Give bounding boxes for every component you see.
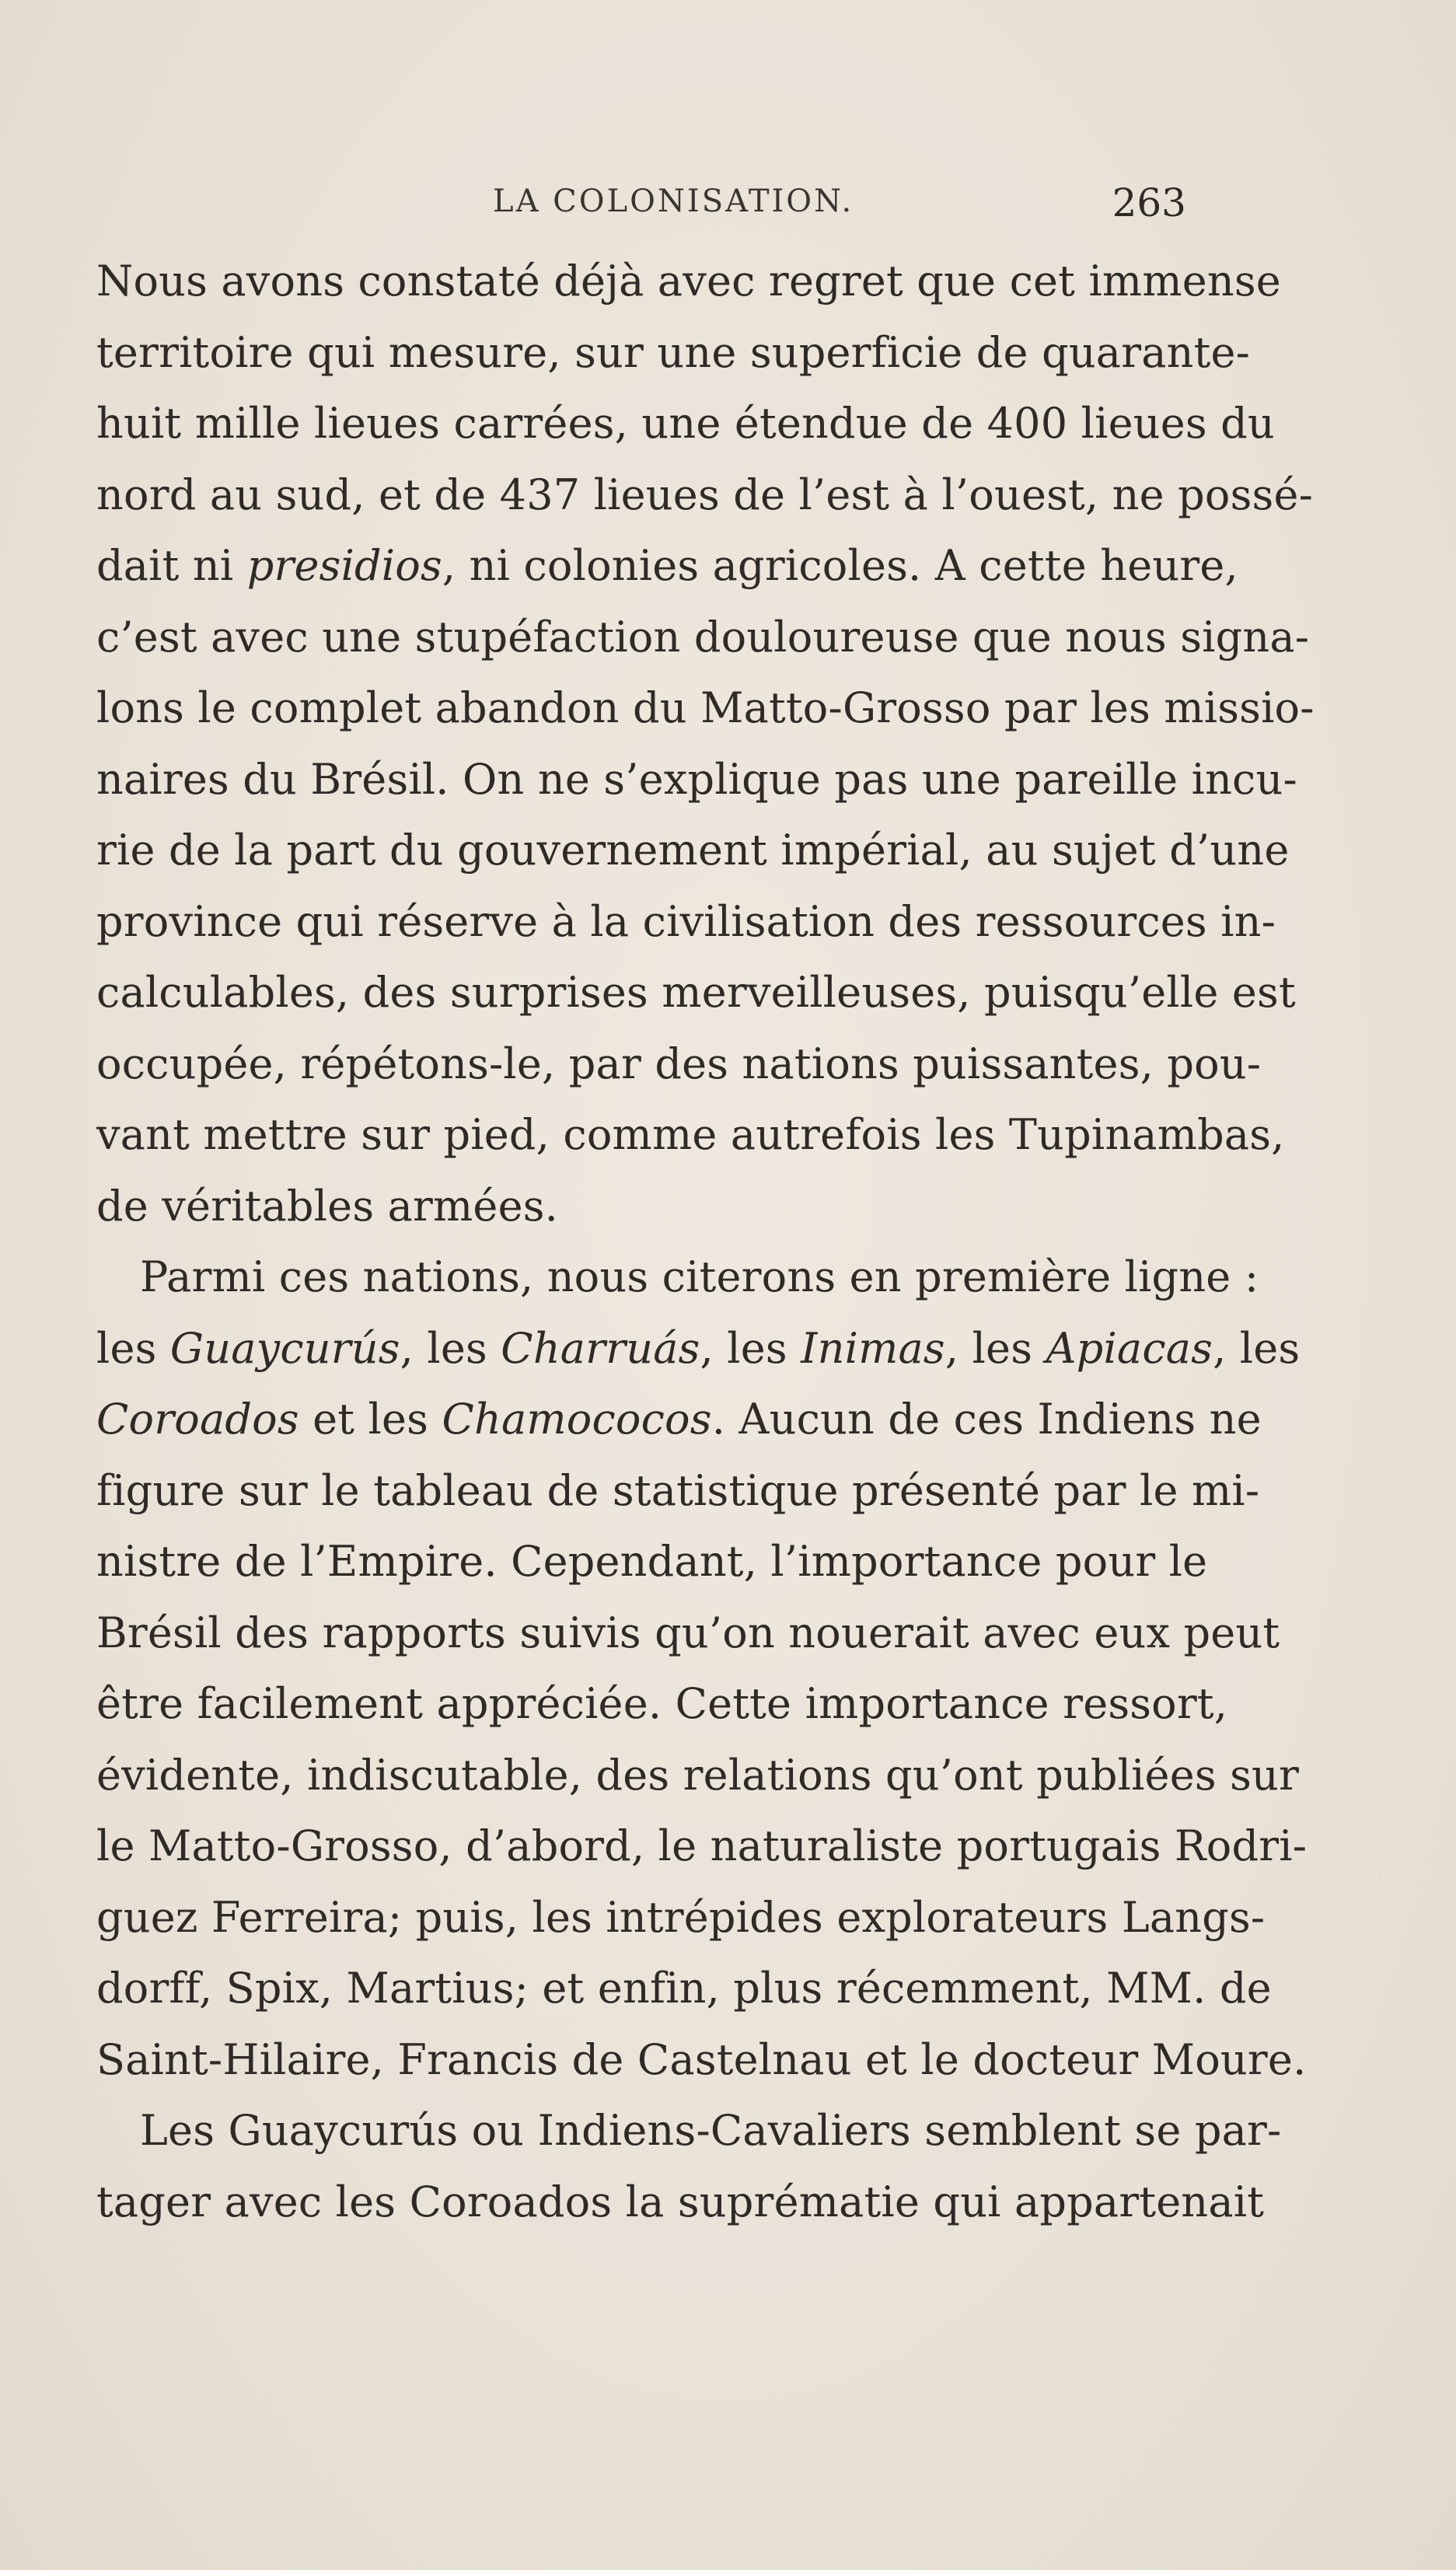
text-segment: évidente, indiscutable, des relations qu’ont publiées sur	[96, 1750, 1300, 1800]
text-line	[96, 744, 1297, 815]
text-segment: , ni colonies agricoles. A cette heure,	[442, 541, 1238, 590]
italic-term: presidios	[246, 541, 442, 590]
text-segment: tager avec les Coroados la suprématie qui appartenait	[96, 2177, 1265, 2226]
text-line	[96, 1028, 1262, 1100]
text-line	[96, 815, 1290, 886]
text-segment: de véritables armées.	[96, 1181, 559, 1231]
text-line	[96, 1740, 1300, 1811]
text-line	[96, 1455, 1260, 1527]
text-segment: figure sur le tableau de statistique présenté par le mi-	[96, 1465, 1260, 1515]
text-segment: dait ni	[96, 541, 247, 590]
text-line	[96, 886, 1276, 958]
text-segment: les	[96, 1323, 170, 1373]
text-line	[96, 388, 1275, 459]
text-line	[96, 602, 1310, 673]
text-segment: , les	[1213, 1323, 1301, 1373]
text-line	[96, 672, 1315, 744]
text-line	[96, 530, 1238, 602]
text-segment: , les	[944, 1323, 1046, 1373]
italic-term: Guaycurús	[169, 1323, 400, 1373]
text-line	[96, 957, 1296, 1028]
text-line	[96, 1099, 1285, 1171]
text-segment: le Matto-Grosso, d’abord, le naturaliste portugais Rodri-	[96, 1821, 1308, 1870]
text-segment: territoire qui mesure, sur une superficie de quarante-	[96, 327, 1251, 377]
text-segment: huit mille lieues carrées, une étendue de 400 lieues du	[96, 399, 1275, 448]
text-segment: guez Ferreira; puis, les intrépides explorateurs Langs-	[96, 1892, 1266, 1942]
text-segment: province qui réserve à la civilisation des ressources in-	[96, 896, 1276, 946]
text-segment: Parmi ces nations, nous citerons en première ligne :	[140, 1252, 1259, 1301]
text-segment: calculables, des surprises merveilleuses, puisqu’elle est	[96, 968, 1296, 1017]
text-segment: lons le complet abandon du Matto-Grosso par les missio-	[96, 683, 1315, 732]
text-line	[96, 1811, 1308, 1882]
text-segment: et les	[299, 1395, 442, 1444]
italic-term: Coroados	[96, 1395, 299, 1444]
text-segment: vant mettre sur pied, comme autrefois les Tupinambas,	[96, 1110, 1285, 1159]
text-line	[96, 1526, 1208, 1598]
text-segment: Saint-Hilaire, Francis de Castelnau et le docteur Moure.	[96, 2034, 1307, 2084]
text-line	[96, 2167, 1265, 2238]
text-line	[96, 1241, 1259, 1313]
text-segment: occupée, répétons-le, par des nations puissantes, pou-	[96, 1039, 1262, 1088]
text-segment: nistre de l’Empire. Cependant, l’importance pour le	[96, 1537, 1208, 1586]
text-line	[96, 1384, 1262, 1455]
body-text	[96, 246, 1315, 2237]
text-line	[96, 1598, 1280, 1669]
text-line	[96, 2024, 1307, 2096]
text-line	[96, 317, 1251, 389]
text-line	[96, 1953, 1272, 2024]
text-segment: être facilement appréciée. Cette importance ressort,	[96, 1679, 1228, 1728]
italic-term: Chamococos	[442, 1395, 712, 1444]
text-segment: . Aucun de ces Indiens ne	[711, 1395, 1262, 1444]
text-segment: c’est avec une stupéfaction douloureuse que nous signa-	[96, 612, 1310, 662]
paragraph	[96, 246, 1315, 1241]
italic-term: Inimas	[801, 1323, 945, 1373]
italic-term: Apiacas	[1046, 1323, 1213, 1373]
text-segment: rie de la part du gouvernement impérial, au sujet d’une	[96, 826, 1290, 875]
text-segment: , les	[700, 1323, 801, 1373]
text-line	[96, 459, 1314, 531]
page-number: 263	[1112, 180, 1186, 225]
paragraph	[96, 1241, 1308, 2095]
text-line	[96, 246, 1281, 317]
text-segment: , les	[400, 1323, 501, 1373]
text-line	[96, 1882, 1266, 1954]
text-segment: naires du Brésil. On ne s’explique pas une pareille incu-	[96, 754, 1297, 804]
text-segment: Les Guaycurús ou Indiens-Cavaliers semblent se par-	[140, 2106, 1282, 2155]
text-line	[96, 2095, 1282, 2167]
page-header	[96, 180, 1186, 227]
text-line	[96, 1668, 1228, 1740]
text-segment: Brésil des rapports suivis qu’on nouerait avec eux peut	[96, 1608, 1280, 1657]
italic-term: Charruás	[501, 1323, 700, 1373]
running-title: LA COLONISATION.	[493, 183, 854, 219]
text-line	[96, 1313, 1301, 1385]
text-segment: dorff, Spix, Martius; et enfin, plus récemment, MM. de	[96, 1964, 1272, 2013]
text-segment: Nous avons constaté déjà avec regret que cet immense	[96, 257, 1281, 306]
paragraph	[96, 2095, 1282, 2237]
text-line	[96, 1171, 1186, 1242]
text-segment: nord au sud, et de 437 lieues de l’est à l’ouest, ne possé-	[96, 470, 1314, 519]
